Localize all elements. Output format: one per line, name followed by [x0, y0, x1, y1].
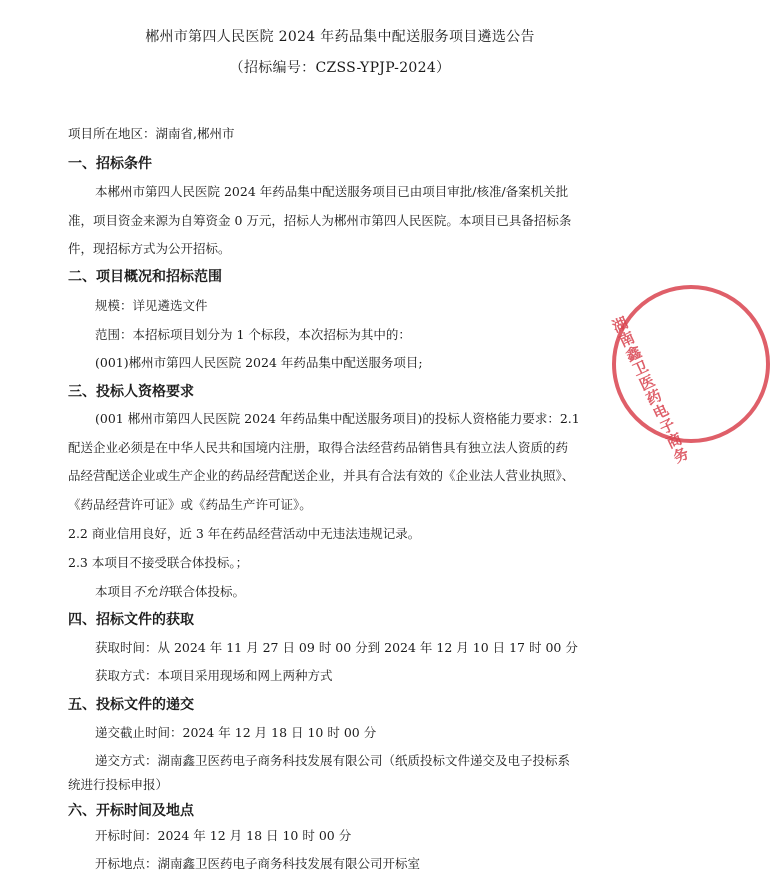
joint-bid-suffix: 联合体投标。 [170, 584, 246, 599]
official-seal-text: 湖南鑫卫医药电子商务 [608, 313, 693, 467]
document-title: 郴州市第四人民医院 2024 年药品集中配送服务项目遴选公告 [145, 29, 535, 45]
section-heading-6: 六、开标时间及地点 [68, 803, 194, 819]
acquire-time: 获取时间：从 2024 年 11 月 27 日 09 时 00 分到 2024 年 12 月 10 日 17 时 00 分 [95, 640, 578, 655]
submit-method-cont: 统进行投标申报） [68, 777, 169, 792]
paragraph-line: 2.3 本项目不接受联合体投标。； [68, 555, 249, 570]
paragraph-line: 配送企业必须是在中华人民共和国境内注册，取得合法经营药品销售具有独立法人资质的药 [68, 440, 569, 455]
section-heading-1: 一、招标条件 [68, 156, 152, 172]
joint-bid-line [95, 582, 245, 600]
project-location: 项目所在地区：湖南省,郴州市 [68, 126, 235, 141]
joint-bid-prefix: 本项目 [95, 584, 133, 599]
paragraph-line: (001 郴州市第四人民医院 2024 年药品集中配送服务项目)的投标人资格能力要求：2.1 [95, 411, 580, 426]
scope-line: 范围：本招标项目划分为 1 个标段，本次招标为其中的： [95, 327, 411, 342]
acquire-method: 获取方式：本项目采用现场和网上两种方式 [95, 668, 333, 683]
section-heading-3: 三、投标人资格要求 [68, 384, 194, 400]
paragraph-line: 本郴州市第四人民医院 2024 年药品集中配送服务项目已由项目审批/核准/备案机关批 [95, 184, 569, 199]
submit-method: 递交方式：湖南鑫卫医药电子商务科技发展有限公司（纸质投标文件递交及电子投标系 [95, 753, 571, 768]
paragraph-line: 2.2 商业信用良好，近 3 年在药品经营活动中无违法违规记录。 [68, 526, 421, 541]
section-heading-4: 四、招标文件的获取 [68, 612, 194, 628]
paragraph-line: 准，项目资金来源为自筹资金 0 万元，招标人为郴州市第四人民医院。本项目已具备招标条 [68, 213, 572, 228]
joint-bid-not-allowed: 不允许 [132, 584, 171, 599]
section-heading-2: 二、项目概况和招标范围 [68, 269, 222, 285]
tender-number: （招标编号：CZSS-YPJP-2024） [229, 60, 451, 76]
section-heading-5: 五、投标文件的递交 [68, 697, 194, 713]
submit-deadline: 递交截止时间：2024 年 12 月 18 日 10 时 00 分 [95, 725, 377, 740]
opening-time: 开标时间：2024 年 12 月 18 日 10 时 00 分 [95, 828, 352, 843]
paragraph-line: 《药品经营许可证》或《药品生产许可证》。 [68, 497, 312, 512]
scale-line: 规模：详见遴选文件 [95, 298, 208, 313]
paragraph-line: 件，现招标方式为公开招标。 [68, 241, 231, 256]
opening-place: 开标地点：湖南鑫卫医药电子商务科技发展有限公司开标室 [95, 856, 421, 871]
lot-line: (001)郴州市第四人民医院 2024 年药品集中配送服务项目; [95, 355, 423, 370]
paragraph-line: 品经营配送企业或生产企业的药品经营配送企业，并具有合法有效的《企业法人营业执照》、 [68, 468, 575, 483]
